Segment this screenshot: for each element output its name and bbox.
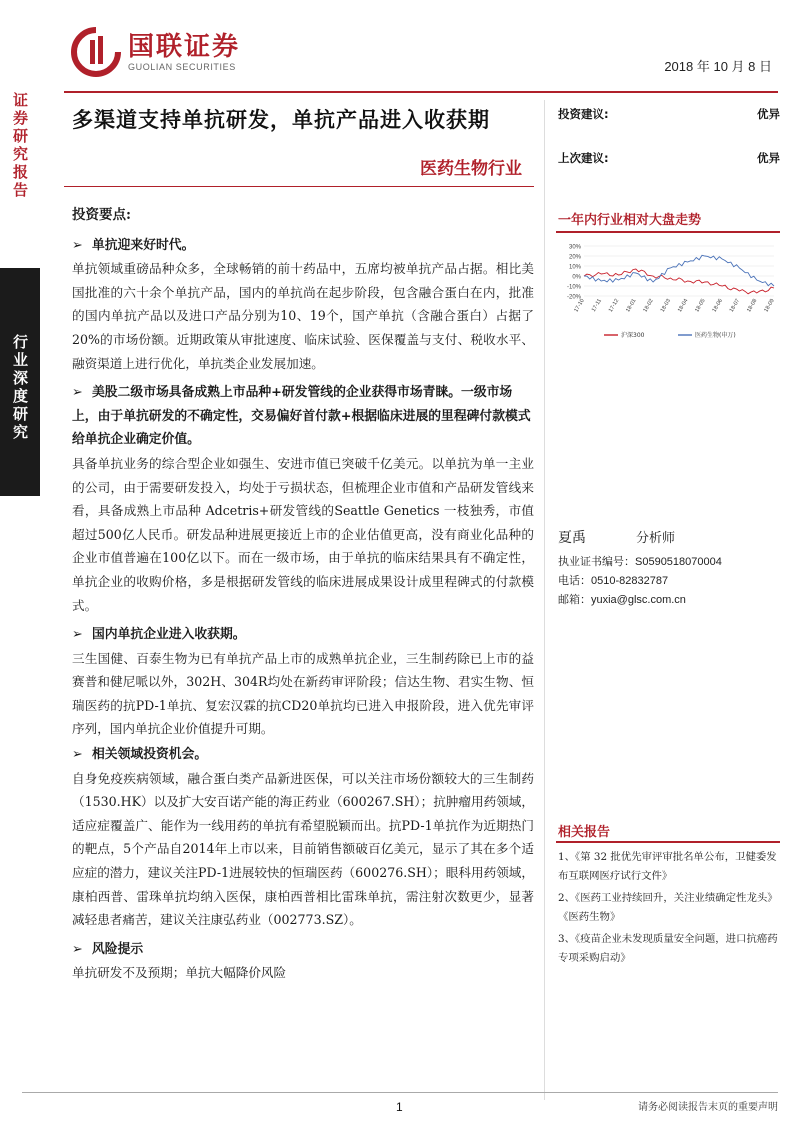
relative-performance-chart	[556, 238, 780, 350]
arrow-icon: ➢	[72, 385, 83, 401]
y-tick-label: -10%	[566, 284, 581, 291]
bullet-title-2: ➢ 美股二级市场具备成熟上市品种+研发管线的企业获得市场青睐。一级市场上，由于单抗研发的不确定性，交易偏好首付款+根据临床进展的里程碑付款模式给单抗企业确定价值。	[72, 381, 534, 452]
related-reports-list	[558, 848, 782, 971]
report-title: 多渠道支持单抗研发，单抗产品进入收获期	[72, 107, 490, 132]
x-tick-label: 17-10	[573, 298, 586, 314]
legend-label-2: 医药生物(申万)	[695, 332, 736, 340]
analyst-info	[558, 527, 780, 610]
sidebar-report-type	[0, 0, 40, 265]
analyst-name: 夏禹	[558, 530, 586, 546]
current-rating-label: 投资建议:	[558, 107, 609, 121]
logo-cn-text: 国联证券	[128, 32, 241, 62]
guolian-logo-icon	[70, 26, 122, 78]
bullet-text-1: 单抗领域重磅品种众多，全球畅销的前十药品中，五席均被单抗产品占据。相比美国批准的六十余个单抗产品，国内的单抗尚在起步阶段，包含融合蛋白在内，批准的国内单抗产品以及进口产品分别为10、19个，国产单抗（含融合蛋白）占据了20%的市场份额。近期政策从审批速度、临床试验、医保覆盖与支付、税收水平、融资渠道上进行优化，单抗类企业发展加速。	[72, 261, 534, 371]
industry-label: 医药生物行业	[420, 159, 522, 179]
report-date: 2018 年 10 月 8 日	[664, 59, 772, 74]
previous-rating-label: 上次建议:	[558, 151, 609, 165]
sidebar-mid-label: 行业深度研究	[11, 334, 29, 442]
y-tick-label: 20%	[568, 254, 581, 261]
current-rating	[558, 106, 780, 150]
arrow-icon: ➢	[72, 941, 83, 957]
column-divider	[544, 100, 545, 1100]
x-tick-label: 18-04	[677, 298, 690, 314]
investment-highlights	[72, 204, 534, 985]
x-tick-label: 18-06	[711, 298, 724, 314]
legend-label-1: 沪深300	[621, 332, 645, 340]
related-report-item[interactable]: 3、《疫苗企业未发现质量安全问题，进口抗癌药专项采购启动》	[558, 933, 778, 964]
y-tick-label: -20%	[566, 294, 581, 301]
bullet-title-5: ➢ 风险提示	[72, 938, 534, 962]
arrow-icon: ➢	[72, 747, 83, 763]
rating-block	[558, 106, 780, 194]
related-report-item[interactable]: 1、《第 32 批优先审评审批名单公布，卫健委发布互联网医疗试行文件》	[558, 851, 777, 882]
sidebar-top-label: 证券研究报告	[11, 92, 29, 200]
x-tick-label: 18-08	[746, 298, 759, 314]
related-reports-title: 相关报告	[558, 825, 611, 840]
bullet-text-5: 单抗研发不及预期；单抗大幅降价风险	[72, 965, 287, 981]
sidebar-report-category	[0, 268, 40, 496]
x-tick-label: 18-09	[763, 298, 776, 314]
bullet-text-4: 自身免疫疾病领域，融合蛋白类产品新进医保，可以关注市场份额较大的三生制药（1530.HK）以及扩大安百诺产能的海正药业（600267.SH）；抗肿瘤用药领域，适应症覆盖广、能作为一线用药的单抗有希望脱颖而出。抗PD-1单抗作为近期热门的靶点，5个产品自2014年上市以来，目前销售额破百亿美元，显示了其在多个适应症的潜力，建议关注PD-1进展较快的恒瑞医药（600276.SH）；眼科用药领域，康柏西普、雷珠单抗均纳入医保，康柏西普相比雷珠单抗，需注射次数更少，显著减轻患者痛苦，建议关注康弘药业（002773.SZ）。	[72, 770, 534, 928]
arrow-icon: ➢	[72, 237, 83, 253]
x-tick-label: 17-12	[607, 298, 621, 314]
footer-divider	[22, 1092, 778, 1093]
x-tick-label: 18-07	[728, 298, 742, 314]
bullet-text-2: 具备单抗业务的综合型企业如强生、安进市值已突破千亿美元。以单抗为单一主业的公司，由于需要研发投入，均处于亏损状态，但梳理企业市值和产品研发管线来看，具备成熟上市品种 Adcetris+研发管线的Seattle Genetics 一枝独秀，市值超过500亿人民币。研发品种进展更接近上市的企业估值更高，没有商业化品种的企业市值普遍在100亿以下。而在一级市场，由于单抗的临床结果具有不确定性，单抗企业的收购价格，多是根据研发管线的临床进展成果设计成里程碑式的付款模式。	[72, 455, 534, 613]
company-logo	[70, 26, 240, 78]
logo-en-text: GUOLIAN SECURITIES	[128, 62, 236, 72]
disclaimer-note: 请务必阅读报告末页的重要声明	[638, 1102, 778, 1113]
x-tick-label: 17-11	[590, 298, 604, 314]
related-report-item[interactable]: 2、《医药工业持续回升，关注业绩确定性龙头》《医药生物》	[558, 892, 778, 923]
bullet-title-4: ➢ 相关领域投资机会。	[72, 743, 534, 767]
title-divider	[64, 186, 534, 187]
related-divider	[556, 841, 780, 843]
y-tick-label: 10%	[568, 264, 581, 271]
analyst-cert: 执业证书编号：S0590518070004	[558, 556, 722, 568]
bullet-title-3: ➢ 国内单抗企业进入收获期。	[72, 623, 534, 647]
chart-title: 一年内行业相对大盘走势	[558, 213, 702, 228]
section-heading: 投资要点:	[72, 207, 131, 223]
series-line-2	[584, 255, 774, 286]
y-tick-label: 0%	[572, 274, 581, 281]
header-divider	[64, 91, 778, 93]
analyst-phone: 电话：0510-82832787	[558, 575, 669, 587]
analyst-role: 分析师	[636, 531, 676, 546]
page-number: 1	[396, 1100, 403, 1114]
previous-rating	[558, 150, 780, 194]
previous-rating-value: 优异	[757, 151, 780, 165]
x-tick-label: 18-02	[642, 298, 655, 314]
chart-divider	[556, 231, 780, 233]
current-rating-value: 优异	[757, 107, 780, 121]
bullet-title-1: ➢ 单抗迎来好时代。	[72, 234, 534, 258]
bullet-text-3: 三生国健、百泰生物为已有单抗产品上市的成熟单抗企业，三生制药除已上市的益赛普和健尼哌以外，302H、304R均处在新药审评阶段；信达生物、君实生物、恒瑞医药的抗PD-1单抗、复宏汉霖的抗CD20单抗均已进入申报阶段，进入优先审评序列，国内单抗企业价值提升可期。	[72, 650, 534, 737]
x-tick-label: 18-01	[625, 298, 638, 314]
arrow-icon: ➢	[72, 627, 83, 643]
y-tick-label: 30%	[568, 244, 581, 251]
analyst-email: 邮箱：yuxia@glsc.com.cn	[558, 594, 686, 606]
x-tick-label: 18-05	[694, 298, 707, 314]
x-tick-label: 18-03	[659, 298, 673, 314]
